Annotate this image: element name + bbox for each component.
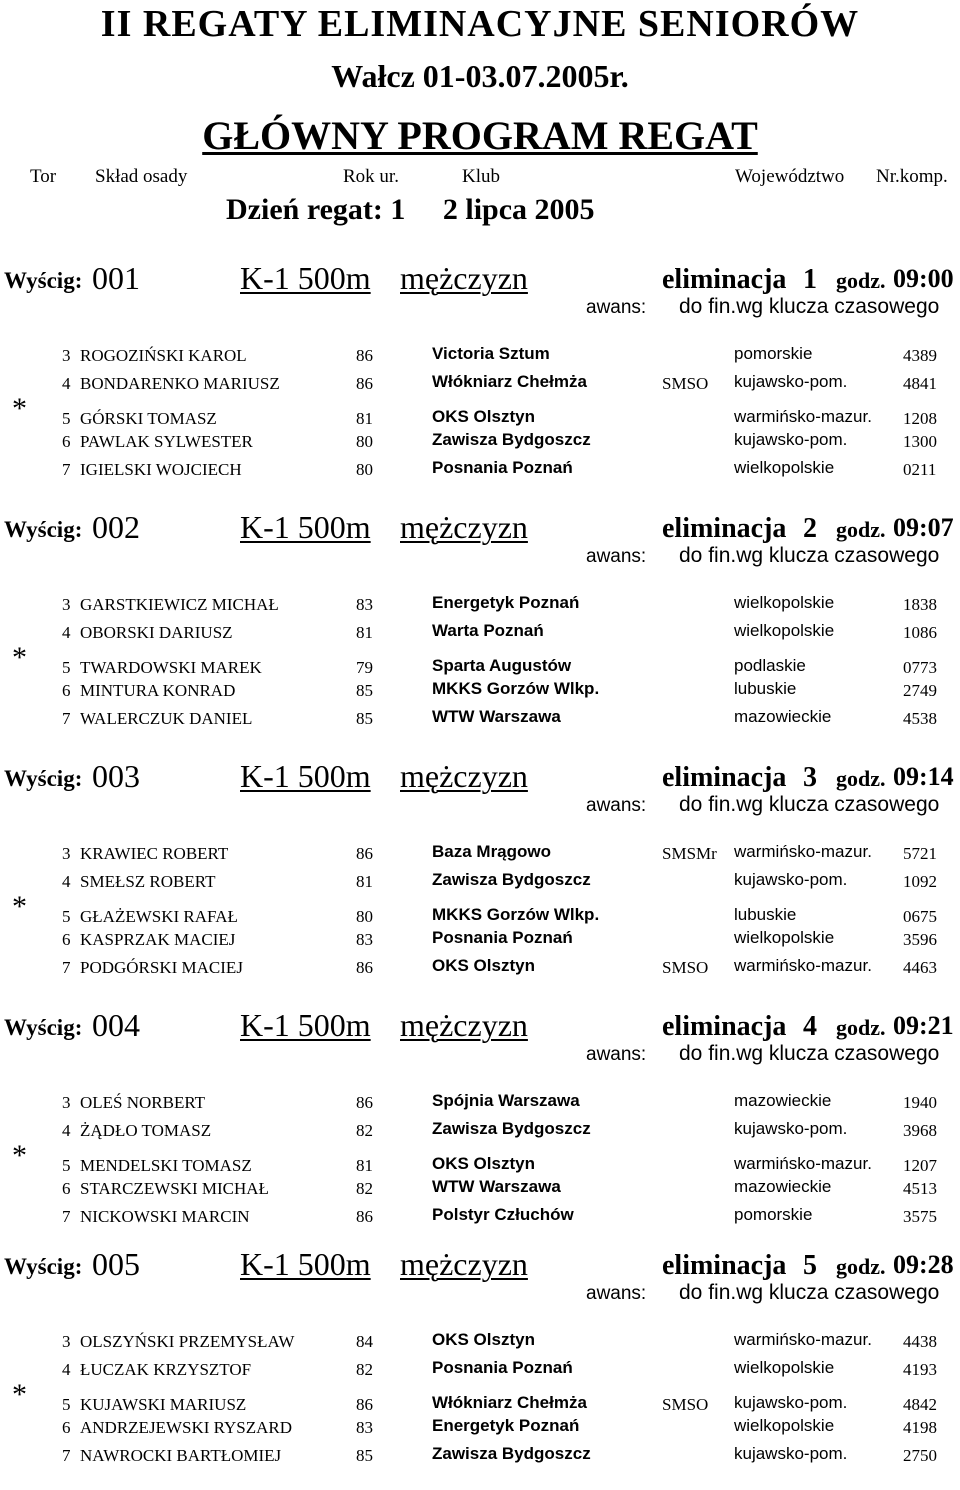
program-title bbox=[0, 112, 960, 159]
race-phase-number: 3 bbox=[803, 762, 817, 793]
crew-year: 85 bbox=[356, 681, 373, 700]
crew-comp-number: 2749 bbox=[903, 681, 937, 700]
crew-club: Baza Mrągowo bbox=[432, 842, 552, 861]
crew-comp-number: 4842 bbox=[903, 1395, 937, 1414]
race-phase-number: 4 bbox=[803, 1011, 817, 1042]
crew-comp-number: 5721 bbox=[903, 844, 937, 863]
crew-row bbox=[0, 1416, 960, 1440]
crew-region: kujawsko-pom. bbox=[734, 372, 848, 391]
crew-year: 86 bbox=[356, 346, 373, 365]
race-label: Wyścig: bbox=[4, 766, 83, 791]
crew-name: WALERCZUK DANIEL bbox=[80, 709, 253, 728]
column-header-rok: Rok ur. bbox=[343, 166, 399, 187]
crew-club: MKKS Gorzów Wlkp. bbox=[432, 905, 600, 924]
race-block bbox=[0, 509, 960, 753]
crew-year: 81 bbox=[356, 872, 373, 891]
crew-year: 82 bbox=[356, 1360, 373, 1379]
crew-row bbox=[0, 870, 960, 894]
crew-lane: 3 bbox=[62, 1093, 71, 1112]
crew-lane: 5 bbox=[62, 1156, 71, 1175]
crew-school: SMSO bbox=[662, 958, 709, 977]
crew-name: OLEŚ NORBERT bbox=[80, 1093, 206, 1112]
crew-name: SMEŁSZ ROBERT bbox=[80, 872, 216, 891]
race-label: Wyścig: bbox=[4, 1254, 83, 1279]
column-header-sklad: Skład osady bbox=[95, 166, 188, 187]
race-phase: eliminacja bbox=[662, 762, 787, 793]
star-marker: * bbox=[12, 890, 27, 923]
crew-year: 81 bbox=[356, 409, 373, 428]
crew-lane: 4 bbox=[62, 1360, 71, 1379]
race-time-label: godz. bbox=[836, 517, 886, 542]
crew-club: Posnania Poznań bbox=[432, 1358, 573, 1377]
star-marker: * bbox=[12, 1378, 27, 1411]
awans-label: awans: bbox=[586, 546, 647, 567]
race-label: Wyścig: bbox=[4, 268, 83, 293]
crew-lane: 3 bbox=[62, 1332, 71, 1351]
crew-name: KRAWIEC ROBERT bbox=[80, 844, 229, 863]
crew-comp-number: 0773 bbox=[903, 658, 937, 677]
crew-name: MINTURA KONRAD bbox=[80, 681, 236, 700]
race-phase: eliminacja bbox=[662, 264, 787, 295]
crew-row bbox=[0, 1358, 960, 1382]
crew-region: warmińsko-mazur. bbox=[734, 956, 872, 975]
crew-region: warmińsko-mazur. bbox=[734, 1154, 872, 1173]
crew-club: Posnania Poznań bbox=[432, 458, 573, 477]
crew-name: OLSZYŃSKI PRZEMYSŁAW bbox=[80, 1332, 295, 1351]
crew-region: pomorskie bbox=[734, 1205, 813, 1224]
crew-comp-number: 1838 bbox=[903, 595, 937, 614]
column-header-tor: Tor bbox=[30, 166, 57, 187]
race-number: 002 bbox=[92, 509, 140, 545]
column-header-klub: Klub bbox=[462, 166, 500, 187]
crew-comp-number: 1092 bbox=[903, 872, 937, 891]
crew-region: kujawsko-pom. bbox=[734, 430, 848, 449]
crew-year: 79 bbox=[356, 658, 373, 677]
awans-value: do fin.wg klucza czasowego bbox=[679, 1042, 940, 1065]
crew-name: NAWROCKI BARTŁOMIEJ bbox=[80, 1446, 282, 1465]
crew-lane: 3 bbox=[62, 595, 71, 614]
star-marker: * bbox=[12, 1139, 27, 1172]
crew-row bbox=[0, 956, 960, 980]
race-label: Wyścig: bbox=[4, 1015, 83, 1040]
crew-club: Zawisza Bydgoszcz bbox=[432, 430, 591, 449]
crew-lane: 7 bbox=[62, 460, 71, 479]
column-header-wojewodztwo: Województwo bbox=[735, 166, 845, 187]
crew-comp-number: 1086 bbox=[903, 623, 937, 642]
race-phase-number: 1 bbox=[803, 264, 817, 295]
awans-value: do fin.wg klucza czasowego bbox=[679, 1281, 940, 1304]
crew-club: WTW Warszawa bbox=[432, 1177, 561, 1196]
crew-region: wielkopolskie bbox=[734, 621, 835, 640]
crew-lane: 3 bbox=[62, 844, 71, 863]
crew-comp-number: 4538 bbox=[903, 709, 937, 728]
crew-lane: 4 bbox=[62, 872, 71, 891]
crew-club: Zawisza Bydgoszcz bbox=[432, 1444, 591, 1463]
crew-club: Energetyk Poznań bbox=[432, 593, 580, 612]
crew-comp-number: 1300 bbox=[903, 432, 937, 451]
crew-region: podlaskie bbox=[734, 656, 806, 675]
race-phase: eliminacja bbox=[662, 513, 787, 544]
crew-year: 84 bbox=[356, 1332, 373, 1351]
crew-lane: 5 bbox=[62, 658, 71, 677]
crew-row bbox=[0, 372, 960, 396]
column-header-nrkomp: Nr.komp. bbox=[876, 166, 948, 187]
crew-club: Zawisza Bydgoszcz bbox=[432, 870, 591, 889]
crew-region: mazowieckie bbox=[734, 1177, 832, 1196]
crew-year: 86 bbox=[356, 958, 373, 977]
crew-name: TWARDOWSKI MAREK bbox=[80, 658, 262, 677]
star-marker: * bbox=[12, 392, 27, 425]
race-time: 09:21 bbox=[893, 1011, 954, 1040]
race-number: 001 bbox=[92, 260, 140, 296]
crew-comp-number: 0675 bbox=[903, 907, 937, 926]
crew-name: GŁAŻEWSKI RAFAŁ bbox=[80, 907, 238, 926]
crew-lane: 7 bbox=[62, 1446, 71, 1465]
race-time: 09:28 bbox=[893, 1250, 954, 1279]
race-gender: mężczyzn bbox=[400, 758, 528, 794]
crew-lane: 5 bbox=[62, 409, 71, 428]
crew-club: Polstyr Człuchów bbox=[432, 1205, 574, 1224]
crew-row bbox=[0, 1154, 960, 1178]
race-block bbox=[0, 1246, 960, 1490]
crew-row bbox=[0, 1091, 960, 1115]
race-label: Wyścig: bbox=[4, 517, 83, 542]
crew-name: OBORSKI DARIUSZ bbox=[80, 623, 233, 642]
crew-row bbox=[0, 621, 960, 645]
awans-value: do fin.wg klucza czasowego bbox=[679, 295, 940, 318]
crew-club: Spójnia Warszawa bbox=[432, 1091, 580, 1110]
crew-row bbox=[0, 344, 960, 368]
crew-school: SMSO bbox=[662, 1395, 709, 1414]
crew-name: NICKOWSKI MARCIN bbox=[80, 1207, 250, 1226]
race-time: 09:14 bbox=[893, 762, 954, 791]
crew-name: IGIELSKI WOJCIECH bbox=[80, 460, 242, 479]
race-number: 003 bbox=[92, 758, 140, 794]
race-category: K-1 500m bbox=[240, 1007, 371, 1043]
crew-year: 83 bbox=[356, 930, 373, 949]
crew-comp-number: 1940 bbox=[903, 1093, 937, 1112]
crew-region: pomorskie bbox=[734, 344, 813, 363]
star-marker: * bbox=[12, 641, 27, 674]
crew-year: 80 bbox=[356, 460, 373, 479]
crew-row bbox=[0, 905, 960, 929]
crew-row bbox=[0, 1444, 960, 1468]
race-time-label: godz. bbox=[836, 268, 886, 293]
crew-row bbox=[0, 458, 960, 482]
crew-club: Sparta Augustów bbox=[432, 656, 572, 675]
crew-club: OKS Olsztyn bbox=[432, 407, 535, 426]
crew-region: lubuskie bbox=[734, 905, 797, 924]
crew-lane: 6 bbox=[62, 1179, 71, 1198]
crew-region: lubuskie bbox=[734, 679, 797, 698]
crew-comp-number: 4389 bbox=[903, 346, 937, 365]
crew-year: 81 bbox=[356, 1156, 373, 1175]
crew-name: KUJAWSKI MARIUSZ bbox=[80, 1395, 247, 1414]
crew-lane: 3 bbox=[62, 346, 71, 365]
race-category: K-1 500m bbox=[240, 1246, 371, 1282]
crew-comp-number: 1208 bbox=[903, 409, 937, 428]
crew-club: Włókniarz Chełmża bbox=[432, 372, 587, 391]
crew-year: 86 bbox=[356, 374, 373, 393]
crew-row bbox=[0, 679, 960, 703]
crew-name: ŁUCZAK KRZYSZTOF bbox=[80, 1360, 252, 1379]
crew-name: GARSTKIEWICZ MICHAŁ bbox=[80, 595, 279, 614]
crew-row bbox=[0, 656, 960, 680]
crew-region: wielkopolskie bbox=[734, 593, 835, 612]
crew-year: 86 bbox=[356, 1207, 373, 1226]
crew-club: OKS Olsztyn bbox=[432, 956, 535, 975]
day-title: Dzień regat: 1 2 lipca 2005 bbox=[226, 193, 595, 226]
race-gender: mężczyzn bbox=[400, 260, 528, 296]
race-category: K-1 500m bbox=[240, 509, 371, 545]
crew-club: MKKS Gorzów Wlkp. bbox=[432, 679, 600, 698]
race-gender: mężczyzn bbox=[400, 1246, 528, 1282]
crew-year: 81 bbox=[356, 623, 373, 642]
crew-lane: 5 bbox=[62, 907, 71, 926]
race-number: 004 bbox=[92, 1007, 140, 1043]
race-time-label: godz. bbox=[836, 1015, 886, 1040]
crew-region: wielkopolskie bbox=[734, 1416, 835, 1435]
crew-lane: 5 bbox=[62, 1395, 71, 1414]
crew-year: 80 bbox=[356, 432, 373, 451]
race-category: K-1 500m bbox=[240, 758, 371, 794]
crew-row bbox=[0, 430, 960, 454]
awans-label: awans: bbox=[586, 1044, 647, 1065]
awans-label: awans: bbox=[586, 297, 647, 318]
race-time: 09:00 bbox=[893, 264, 954, 293]
crew-row bbox=[0, 1119, 960, 1143]
crew-lane: 6 bbox=[62, 681, 71, 700]
race-gender: mężczyzn bbox=[400, 1007, 528, 1043]
crew-club: Włókniarz Chełmża bbox=[432, 1393, 587, 1412]
crew-club: Posnania Poznań bbox=[432, 928, 573, 947]
crew-comp-number: 3575 bbox=[903, 1207, 937, 1226]
document-subtitle: Wałcz 01-03.07.2005r. bbox=[331, 58, 629, 94]
crew-name: PAWLAK SYLWESTER bbox=[80, 432, 253, 451]
race-number: 005 bbox=[92, 1246, 140, 1282]
crew-year: 83 bbox=[356, 595, 373, 614]
awans-label: awans: bbox=[586, 795, 647, 816]
crew-year: 86 bbox=[356, 844, 373, 863]
crew-comp-number: 3596 bbox=[903, 930, 937, 949]
race-phase-number: 5 bbox=[803, 1250, 817, 1281]
race-phase-number: 2 bbox=[803, 513, 817, 544]
crew-row bbox=[0, 928, 960, 952]
crew-row bbox=[0, 407, 960, 431]
crew-name: PODGÓRSKI MACIEJ bbox=[80, 958, 243, 977]
race-block bbox=[0, 260, 960, 504]
crew-year: 86 bbox=[356, 1093, 373, 1112]
awans-value: do fin.wg klucza czasowego bbox=[679, 544, 940, 567]
crew-name: BONDARENKO MARIUSZ bbox=[80, 374, 280, 393]
crew-lane: 7 bbox=[62, 709, 71, 728]
crew-region: warmińsko-mazur. bbox=[734, 407, 872, 426]
awans-value: do fin.wg klucza czasowego bbox=[679, 793, 940, 816]
race-time-label: godz. bbox=[836, 766, 886, 791]
crew-row bbox=[0, 842, 960, 866]
crew-name: MENDELSKI TOMASZ bbox=[80, 1156, 252, 1175]
crew-lane: 6 bbox=[62, 930, 71, 949]
program-title-text: GŁÓWNY PROGRAM REGAT bbox=[202, 113, 758, 158]
crew-club: Warta Poznań bbox=[432, 621, 544, 640]
crew-region: warmińsko-mazur. bbox=[734, 842, 872, 861]
crew-lane: 6 bbox=[62, 432, 71, 451]
crew-row bbox=[0, 707, 960, 731]
crew-region: wielkopolskie bbox=[734, 1358, 835, 1377]
race-phase: eliminacja bbox=[662, 1011, 787, 1042]
crew-lane: 7 bbox=[62, 1207, 71, 1226]
crew-year: 86 bbox=[356, 1395, 373, 1414]
crew-region: mazowieckie bbox=[734, 1091, 832, 1110]
crew-year: 82 bbox=[356, 1121, 373, 1140]
crew-lane: 4 bbox=[62, 1121, 71, 1140]
crew-comp-number: 4841 bbox=[903, 374, 937, 393]
crew-year: 85 bbox=[356, 709, 373, 728]
crew-comp-number: 0211 bbox=[903, 460, 937, 479]
crew-row bbox=[0, 593, 960, 617]
crew-club: WTW Warszawa bbox=[432, 707, 561, 726]
crew-comp-number: 4513 bbox=[903, 1179, 937, 1198]
crew-row bbox=[0, 1177, 960, 1201]
crew-row bbox=[0, 1330, 960, 1354]
crew-region: kujawsko-pom. bbox=[734, 1119, 848, 1138]
crew-comp-number: 4438 bbox=[903, 1332, 937, 1351]
crew-club: Energetyk Poznań bbox=[432, 1416, 580, 1435]
document-title: II REGATY ELIMINACYJNE SENIORÓW bbox=[100, 3, 860, 45]
crew-club: Zawisza Bydgoszcz bbox=[432, 1119, 591, 1138]
crew-region: mazowieckie bbox=[734, 707, 832, 726]
crew-lane: 6 bbox=[62, 1418, 71, 1437]
awans-label: awans: bbox=[586, 1283, 647, 1304]
crew-lane: 4 bbox=[62, 374, 71, 393]
crew-comp-number: 4193 bbox=[903, 1360, 937, 1379]
race-block bbox=[0, 758, 960, 1002]
crew-club: OKS Olsztyn bbox=[432, 1330, 535, 1349]
crew-row bbox=[0, 1393, 960, 1417]
race-time-label: godz. bbox=[836, 1254, 886, 1279]
race-block bbox=[0, 1007, 960, 1251]
crew-year: 82 bbox=[356, 1179, 373, 1198]
race-category: K-1 500m bbox=[240, 260, 371, 296]
crew-name: ANDRZEJEWSKI RYSZARD bbox=[80, 1418, 293, 1437]
race-time: 09:07 bbox=[893, 513, 954, 542]
race-phase: eliminacja bbox=[662, 1250, 787, 1281]
crew-club: OKS Olsztyn bbox=[432, 1154, 535, 1173]
crew-lane: 7 bbox=[62, 958, 71, 977]
crew-row bbox=[0, 1205, 960, 1229]
crew-name: STARCZEWSKI MICHAŁ bbox=[80, 1179, 269, 1198]
crew-club: Victoria Sztum bbox=[432, 344, 550, 363]
crew-region: warmińsko-mazur. bbox=[734, 1330, 872, 1349]
crew-name: ROGOZIŃSKI KAROL bbox=[80, 346, 247, 365]
crew-region: wielkopolskie bbox=[734, 928, 835, 947]
crew-region: wielkopolskie bbox=[734, 458, 835, 477]
crew-comp-number: 4198 bbox=[903, 1418, 937, 1437]
crew-comp-number: 1207 bbox=[903, 1156, 937, 1175]
crew-year: 85 bbox=[356, 1446, 373, 1465]
race-gender: mężczyzn bbox=[400, 509, 528, 545]
crew-school: SMSMr bbox=[662, 844, 717, 863]
crew-name: GÓRSKI TOMASZ bbox=[80, 409, 217, 428]
crew-region: kujawsko-pom. bbox=[734, 870, 848, 889]
crew-comp-number: 3968 bbox=[903, 1121, 937, 1140]
crew-comp-number: 2750 bbox=[903, 1446, 937, 1465]
crew-name: KASPRZAK MACIEJ bbox=[80, 930, 236, 949]
crew-year: 80 bbox=[356, 907, 373, 926]
crew-region: kujawsko-pom. bbox=[734, 1444, 848, 1463]
crew-comp-number: 4463 bbox=[903, 958, 937, 977]
crew-school: SMSO bbox=[662, 374, 709, 393]
crew-year: 83 bbox=[356, 1418, 373, 1437]
crew-name: ŻĄDŁO TOMASZ bbox=[80, 1121, 212, 1140]
crew-region: kujawsko-pom. bbox=[734, 1393, 848, 1412]
crew-lane: 4 bbox=[62, 623, 71, 642]
